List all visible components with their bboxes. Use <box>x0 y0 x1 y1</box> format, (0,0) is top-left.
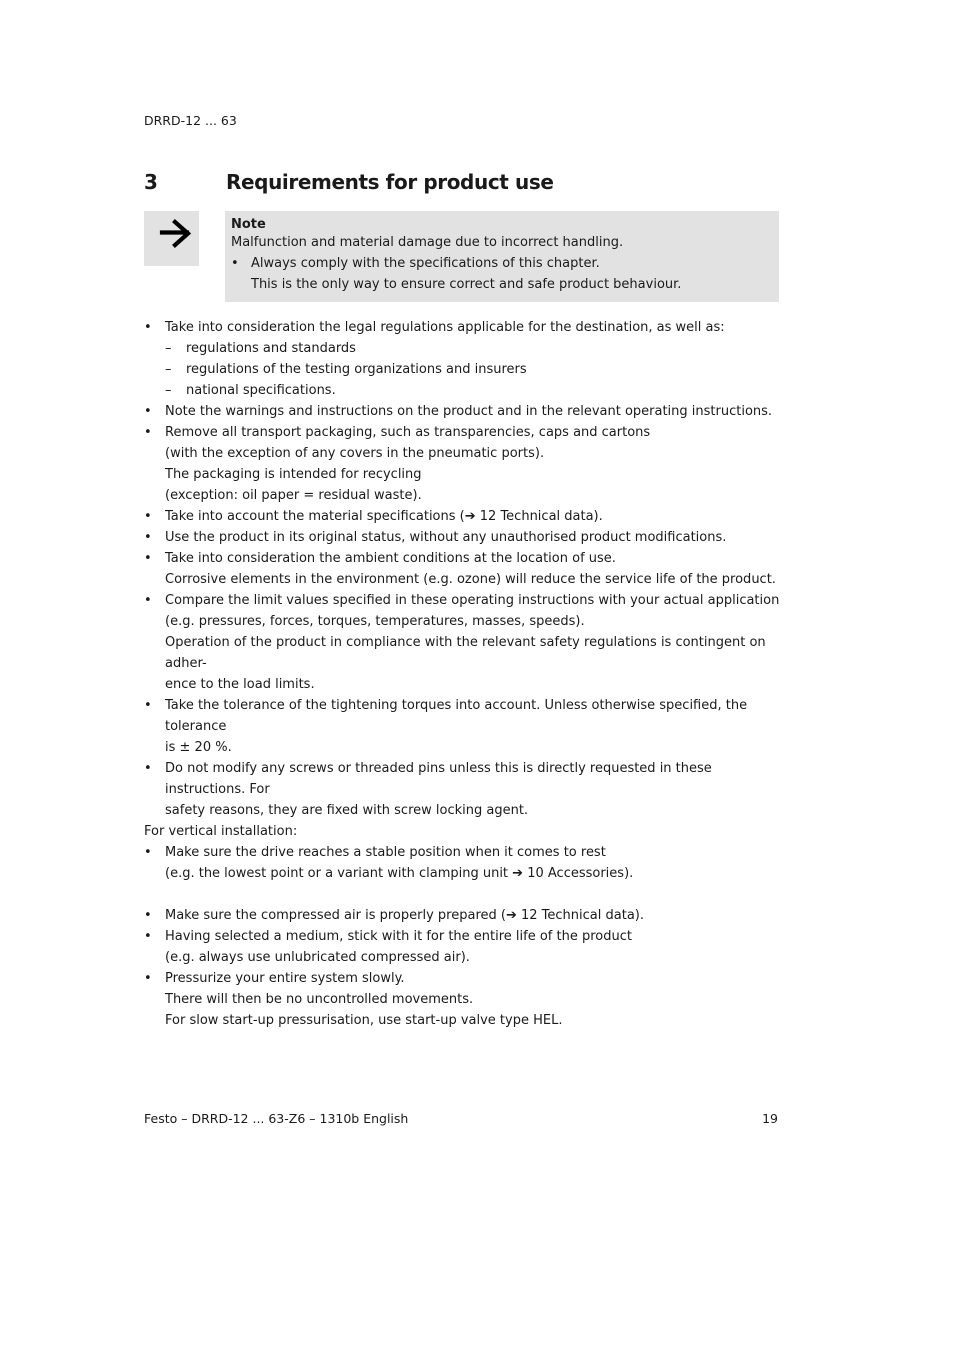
running-header: DRRD-12 ... 63 <box>144 113 237 128</box>
item-text: Operation of the product in compliance with the relevant safety regulations is contingent on adher- <box>165 635 766 671</box>
item-text: Having selected a medium, stick with it for the entire life of the product <box>165 929 632 944</box>
bullet: • <box>144 530 152 545</box>
item-text: is ± 20 %. <box>165 740 232 755</box>
dash: – <box>165 341 172 356</box>
sub-item <box>144 380 784 401</box>
list-item <box>144 506 784 527</box>
item-text: Make sure the compressed air is properly prepared ( <box>165 908 506 923</box>
bullet: • <box>144 425 152 440</box>
spacer <box>144 884 784 905</box>
page-number: 19 <box>762 1111 778 1126</box>
bullet: • <box>144 971 152 986</box>
list-item <box>144 590 784 695</box>
cross-reference[interactable]: 10 Accessories). <box>523 866 634 881</box>
bullet: • <box>144 908 152 923</box>
item-text: Pressurize your entire system slowly. <box>165 971 405 986</box>
item-text: (exception: oil paper = residual waste). <box>165 488 422 503</box>
list-item <box>144 401 784 422</box>
item-text: Remove all transport packaging, such as transparencies, caps and cartons <box>165 425 651 440</box>
item-text: Take into consideration the legal regulations applicable for the destination, as well as: <box>165 320 725 335</box>
arrow-right-icon: ➔ <box>464 509 476 524</box>
sub-item <box>144 359 784 380</box>
item-text: (e.g. the lowest point or a variant with clamping unit <box>165 866 513 881</box>
vertical-installation-label: For vertical installation: <box>144 824 298 839</box>
item-text: Take into account the material specifications ( <box>165 509 465 524</box>
list-item <box>144 695 784 758</box>
bullet: • <box>144 761 152 776</box>
item-text: ence to the load limits. <box>165 677 315 692</box>
item-text: Use the product in its original status, without any unauthorised product modifications. <box>165 530 727 545</box>
note-bullet-cont: This is the only way to ensure correct and safe product behaviour. <box>251 277 682 292</box>
item-text: For slow start-up pressurisation, use start-up valve type HEL. <box>165 1013 563 1028</box>
cross-reference[interactable]: 12 Technical data). <box>516 908 644 923</box>
item-text: Note the warnings and instructions on the product and in the relevant operating instructions. <box>165 404 773 419</box>
item-text: There will then be no uncontrolled movements. <box>165 992 474 1007</box>
arrow-right-icon <box>144 211 199 266</box>
arrow-right-icon: ➔ <box>512 866 524 881</box>
sub-item-text: regulations of the testing organizations and insurers <box>186 362 527 377</box>
list-item <box>144 317 784 338</box>
bullet: • <box>144 551 152 566</box>
note-icon-box <box>144 211 199 266</box>
item-text: (e.g. always use unlubricated compressed air). <box>165 950 470 965</box>
footer-text: Festo – DRRD-12 ... 63-Z6 – 1310b English <box>144 1111 409 1126</box>
requirements-list <box>144 317 784 1031</box>
list-item <box>144 758 784 821</box>
bullet: • <box>144 593 152 608</box>
list-item <box>144 842 784 884</box>
bullet: • <box>144 320 152 335</box>
bullet: • <box>144 698 152 713</box>
chapter-title: Requirements for product use <box>226 170 554 194</box>
chapter-number: 3 <box>144 170 158 194</box>
item-text: Do not modify any screws or threaded pins unless this is directly requested in these instructions. For <box>165 761 712 797</box>
list-item <box>144 527 784 548</box>
item-text: (with the exception of any covers in the pneumatic ports). <box>165 446 545 461</box>
list-item <box>144 422 784 506</box>
cross-reference[interactable]: 12 Technical data). <box>475 509 603 524</box>
item-text: (e.g. pressures, forces, torques, temperatures, masses, speeds). <box>165 614 585 629</box>
note-bullet-char: • <box>231 256 239 271</box>
note-title: Note <box>231 217 266 232</box>
bullet: • <box>144 845 152 860</box>
sub-item-text: regulations and standards <box>186 341 356 356</box>
note-text: Malfunction and material damage due to incorrect handling. <box>231 235 624 250</box>
item-text: Compare the limit values specified in these operating instructions with your actual application <box>165 593 780 608</box>
item-text: Make sure the drive reaches a stable position when it comes to rest <box>165 845 606 860</box>
dash: – <box>165 362 172 377</box>
item-text: Take the tolerance of the tightening torques into account. Unless otherwise specified, the tolerance <box>165 698 748 734</box>
item-text-line <box>165 863 784 884</box>
bullet: • <box>144 404 152 419</box>
list-item <box>144 905 784 926</box>
list-item <box>144 548 784 590</box>
sub-item <box>144 338 784 359</box>
sub-item-text: national specifications. <box>186 383 336 398</box>
dash: – <box>165 383 172 398</box>
arrow-right-icon: ➔ <box>505 908 517 923</box>
item-text: The packaging is intended for recycling <box>165 467 422 482</box>
note-bullet-text: Always comply with the specifications of this chapter. <box>251 256 600 271</box>
bullet: • <box>144 929 152 944</box>
bullet: • <box>144 509 152 524</box>
list-item <box>144 926 784 968</box>
item-text: Corrosive elements in the environment (e.g. ozone) will reduce the service life of the product. <box>165 572 776 587</box>
note-box <box>225 211 779 302</box>
item-text: Take into consideration the ambient conditions at the location of use. <box>165 551 616 566</box>
item-text: safety reasons, they are fixed with screw locking agent. <box>165 803 529 818</box>
list-item <box>144 968 784 1031</box>
